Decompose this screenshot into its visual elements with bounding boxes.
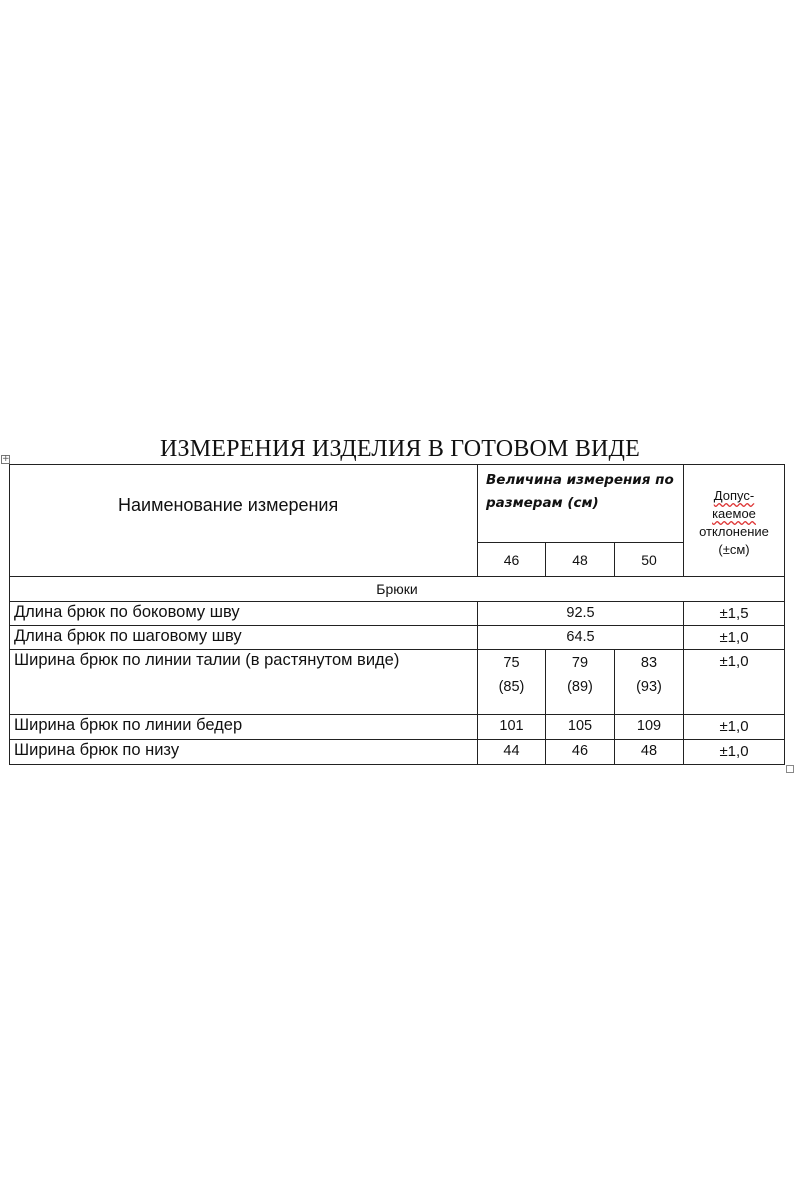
section-row (10, 577, 785, 602)
row-label: Ширина брюк по линии талии (в растянутом виде) (10, 650, 478, 715)
header-tol-line-3: отклонение (699, 524, 769, 539)
header-tolerance (684, 465, 785, 577)
row-value-size-50: 48 (615, 740, 684, 765)
measurements-table (9, 464, 785, 765)
header-tol-line-2: каемое (712, 506, 756, 521)
row-tolerance: ±1,5 (684, 602, 785, 626)
row-label: Ширина брюк по линии бедер (10, 715, 478, 740)
header-measurement-name: Наименование измерения (10, 465, 478, 577)
value-main: 79 (571, 655, 589, 671)
size-46: 46 (478, 543, 546, 577)
row-value-merged: 64.5 (478, 626, 684, 650)
table-header-row (10, 465, 785, 543)
row-label: Длина брюк по боковому шву (10, 602, 478, 626)
table-row (10, 602, 785, 626)
table-resize-handle-icon[interactable] (786, 765, 794, 773)
table-row (10, 715, 785, 740)
value-stretched: (89) (567, 679, 593, 695)
row-tolerance: ±1,0 (684, 650, 785, 715)
value-main: 75 (503, 655, 520, 671)
row-tolerance: ±1,0 (684, 740, 785, 765)
row-value-size-46 (478, 650, 546, 715)
value-stretched: (93) (636, 679, 662, 695)
header-tol-line-4: (±см) (718, 542, 750, 557)
row-tolerance: ±1,0 (684, 715, 785, 740)
size-50: 50 (615, 543, 684, 577)
header-measurement-value (478, 465, 684, 543)
row-value-size-50: 109 (615, 715, 684, 740)
header-value-line-2: размерам (см) (486, 495, 599, 511)
header-tol-line-1: Допус- (713, 488, 755, 503)
value-main: 83 (640, 655, 658, 671)
table-row (10, 650, 785, 715)
table-move-handle-icon[interactable]: + (2, 454, 10, 464)
table-row (10, 626, 785, 650)
row-value-size-50 (615, 650, 684, 715)
row-value-size-48 (546, 650, 615, 715)
table-row (10, 740, 785, 765)
size-48: 48 (546, 543, 615, 577)
row-value-size-48: 105 (546, 715, 615, 740)
document-title: ИЗМЕРЕНИЯ ИЗДЕЛИЯ В ГОТОВОМ ВИДЕ (159, 436, 640, 462)
header-value-line-1: Величина измерения по (486, 472, 674, 488)
row-tolerance: ±1,0 (684, 626, 785, 650)
row-value-size-46: 44 (478, 740, 546, 765)
section-title: Брюки (10, 577, 785, 602)
row-label: Длина брюк по шаговому шву (10, 626, 478, 650)
row-value-size-46: 101 (478, 715, 546, 740)
row-value-merged: 92.5 (478, 602, 684, 626)
row-value-size-48: 46 (546, 740, 615, 765)
row-label: Ширина брюк по низу (10, 740, 478, 765)
value-stretched: (85) (498, 679, 525, 695)
